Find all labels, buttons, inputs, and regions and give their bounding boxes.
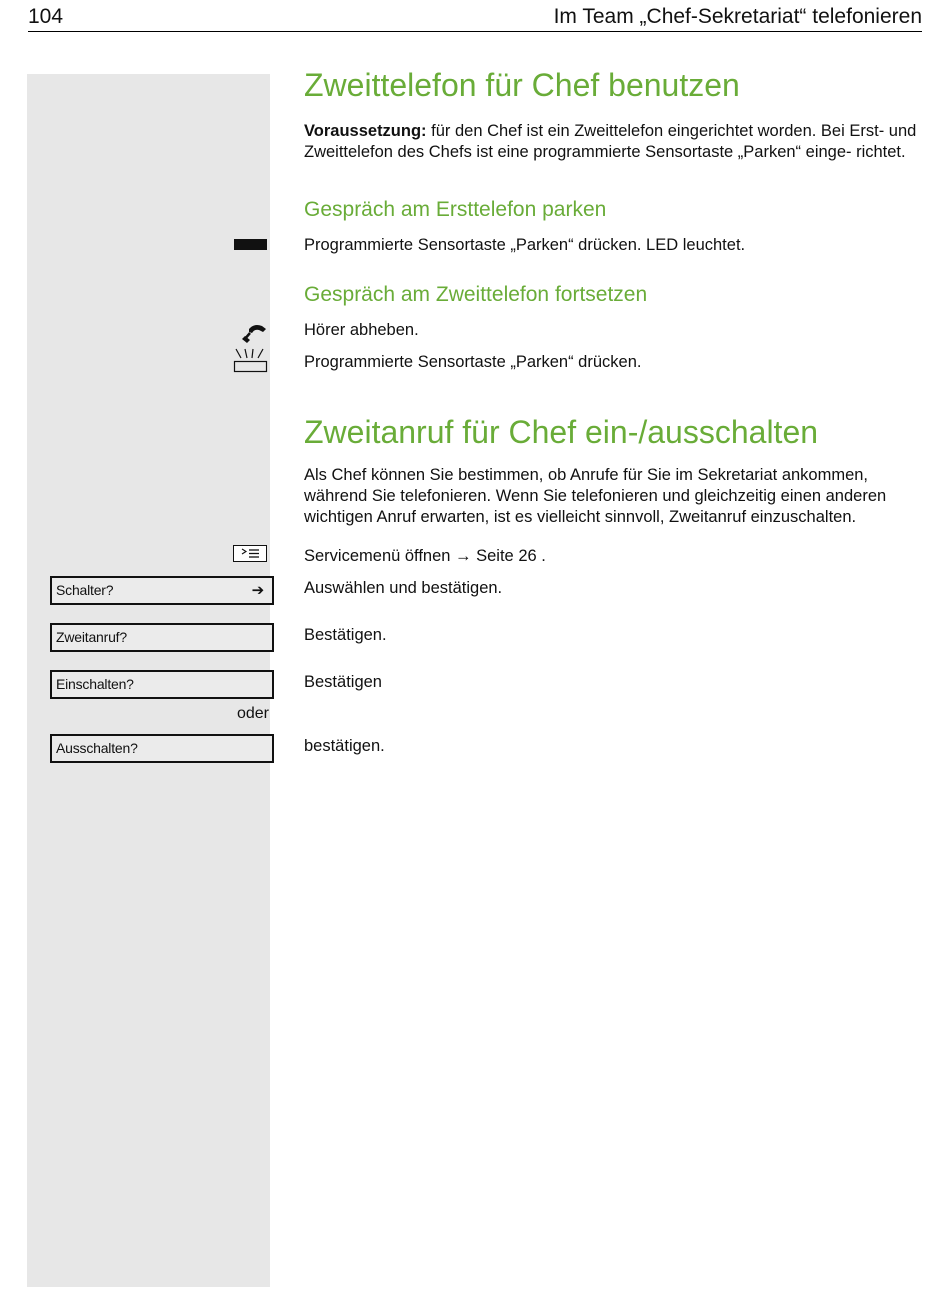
step-press-park-key: Programmierte Sensortaste „Parken“ drücken. <box>304 353 642 371</box>
prerequisite-paragraph <box>304 121 924 163</box>
step-open-service-menu: Servicemenü öffnen → Seite 26 . <box>304 547 546 565</box>
sensor-key-led-icon <box>233 347 269 375</box>
display-option-zweitanruf[interactable] <box>50 623 274 652</box>
subsection-title-park: Gespräch am Ersttelefon parken <box>304 198 607 221</box>
display-option-label: Schalter? <box>56 582 114 598</box>
display-option-ausschalten[interactable] <box>50 734 274 763</box>
display-option-label: Ausschalten? <box>56 740 138 756</box>
chapter-title: Im Team „Chef-Sekretariat“ telefonieren <box>553 5 922 28</box>
step-lift-handset: Hörer abheben. <box>304 321 419 339</box>
arrow-right-icon: ➔ <box>251 582 264 599</box>
display-option-label: Einschalten? <box>56 676 134 692</box>
step-confirm-on: Bestätigen <box>304 673 382 691</box>
step-select-confirm: Auswählen und bestätigen. <box>304 579 503 597</box>
display-option-label: Zweitanruf? <box>56 629 127 645</box>
prerequisite-label: Voraussetzung: <box>304 122 427 140</box>
section-title-zweittelefon: Zweittelefon für Chef benutzen <box>304 67 740 103</box>
display-option-schalter[interactable] <box>50 576 274 605</box>
section-title-zweitanruf: Zweitanruf für Chef ein-/ausschalten <box>304 414 819 450</box>
intro-paragraph: Als Chef können Sie bestimmen, ob Anrufe für Sie im Sekretariat ankommen, während Sie telefonieren. Wenn Sie telefonieren und gleichzeitig einen anderen wichtigen Anruf erwarten, ist es vielleicht sinnvoll, Zweitanruf einzuschalten. <box>304 466 887 526</box>
step-park-key: Programmierte Sensortaste „Parken“ drücken. LED leuchtet. <box>304 236 746 254</box>
step-confirm-off: bestätigen. <box>304 737 385 755</box>
service-menu-key-icon <box>233 545 268 563</box>
subsection-title-continue: Gespräch am Zweittelefon fortsetzen <box>304 283 648 306</box>
prerequisite-text: für den Chef ist ein Zweittelefon eingerichtet worden. Bei Erst- und Zweittelefon des Chefs ist eine programmierte Sensortaste „Parken“ einge- richtet. <box>304 122 917 161</box>
handset-lift-icon <box>240 320 270 344</box>
step-confirm: Bestätigen. <box>304 626 387 644</box>
page-header <box>28 5 922 32</box>
page-number: 104 <box>28 5 64 28</box>
or-label: oder <box>236 705 269 722</box>
sensor-key-icon <box>234 239 267 250</box>
display-option-einschalten[interactable] <box>50 670 274 699</box>
